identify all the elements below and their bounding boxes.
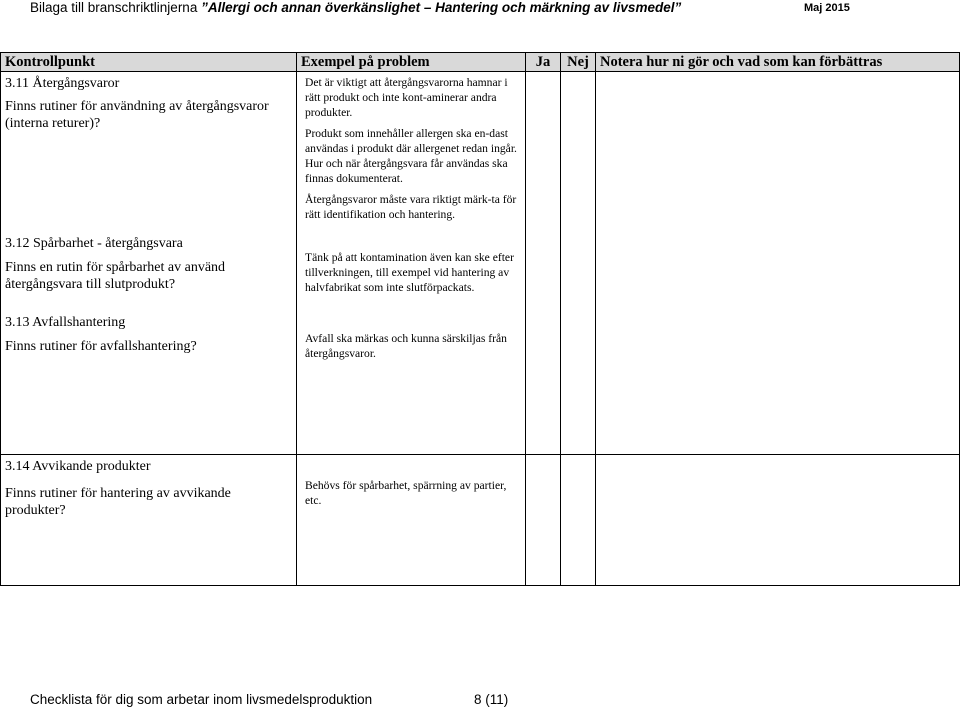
- section-3-13-title: 3.13 Avfallshantering: [5, 315, 126, 330]
- header-date: Maj 2015: [804, 2, 850, 14]
- kontrollpunkt-cell: [1, 72, 297, 455]
- section-3-11-question: Finns rutiner för användning av återgångsvaror (interna returer)?: [5, 99, 269, 131]
- section-3-11-example-3: Återgångsvaror måste vara riktigt märk-ta för rätt identifikation och hantering.: [305, 193, 517, 221]
- page-footer: [30, 692, 509, 707]
- section-3-13-question: Finns rutiner för avfallshantering?: [5, 339, 197, 354]
- col-header-notera: Notera hur ni gör och vad som kan förbättras: [596, 53, 960, 72]
- col-header-exempel: Exempel på problem: [297, 53, 526, 72]
- section-3-12-example: Tänk på att kontamination även kan ske efter tillverkningen, till exempel vid hantering av halvfabrikat som inte slutförpackats.: [305, 251, 514, 294]
- section-3-14-example: Behövs för spårbarhet, spärrning av partier, etc.: [305, 479, 507, 507]
- section-3-14-question: Finns rutiner för hantering av avvikande produkter?: [5, 486, 231, 518]
- header-title-plain: Bilaga till branschriktlinjerna: [30, 0, 202, 15]
- header-title: [30, 0, 681, 15]
- section-3-14-title: 3.14 Avvikande produkter: [5, 459, 151, 474]
- section-3-11-example-2: Produkt som innehåller allergen ska en-dast användas i produkt där allergenet redan ingår. Hur och när återgångsvara får användas ska finnas dokumenterat.: [305, 127, 517, 185]
- col-header-ja: Ja: [526, 53, 561, 72]
- checklist-table: [0, 52, 960, 586]
- nej-cell[interactable]: [561, 455, 596, 586]
- section-3-13-example: Avfall ska märkas och kunna särskiljas från återgångsvaror.: [305, 332, 507, 360]
- section-3-11-title: 3.11 Återgångsvaror: [5, 76, 120, 91]
- notera-cell[interactable]: [596, 72, 960, 455]
- table-row-group-2: [1, 455, 960, 586]
- header-title-bold: ”Allergi och annan överkänslighet – Hantering och märkning av livsmedel”: [201, 0, 682, 15]
- col-header-nej: Nej: [561, 53, 596, 72]
- ja-cell[interactable]: [526, 72, 561, 455]
- ja-cell[interactable]: [526, 455, 561, 586]
- section-3-11-example-1: Det är viktigt att återgångsvarorna hamnar i rätt produkt och inte kont-aminerar andra produkter.: [305, 76, 508, 119]
- page-number: 8 (11): [474, 692, 509, 707]
- page-header: [0, 0, 960, 22]
- section-3-12-question: Finns en rutin för spårbarhet av använd återgångsvara till slutprodukt?: [5, 260, 226, 292]
- exempel-cell: [297, 72, 526, 455]
- nej-cell[interactable]: [561, 72, 596, 455]
- footer-text: Checklista för dig som arbetar inom livsmedelsproduktion: [30, 692, 373, 707]
- section-3-12-title: 3.12 Spårbarhet - återgångsvara: [5, 236, 183, 251]
- notera-cell[interactable]: [596, 455, 960, 586]
- col-header-kontrollpunkt: Kontrollpunkt: [1, 53, 297, 72]
- table-header-row: [1, 53, 960, 72]
- kontrollpunkt-cell: [1, 455, 297, 586]
- exempel-cell: [297, 455, 526, 586]
- table-row-group-1: [1, 72, 960, 455]
